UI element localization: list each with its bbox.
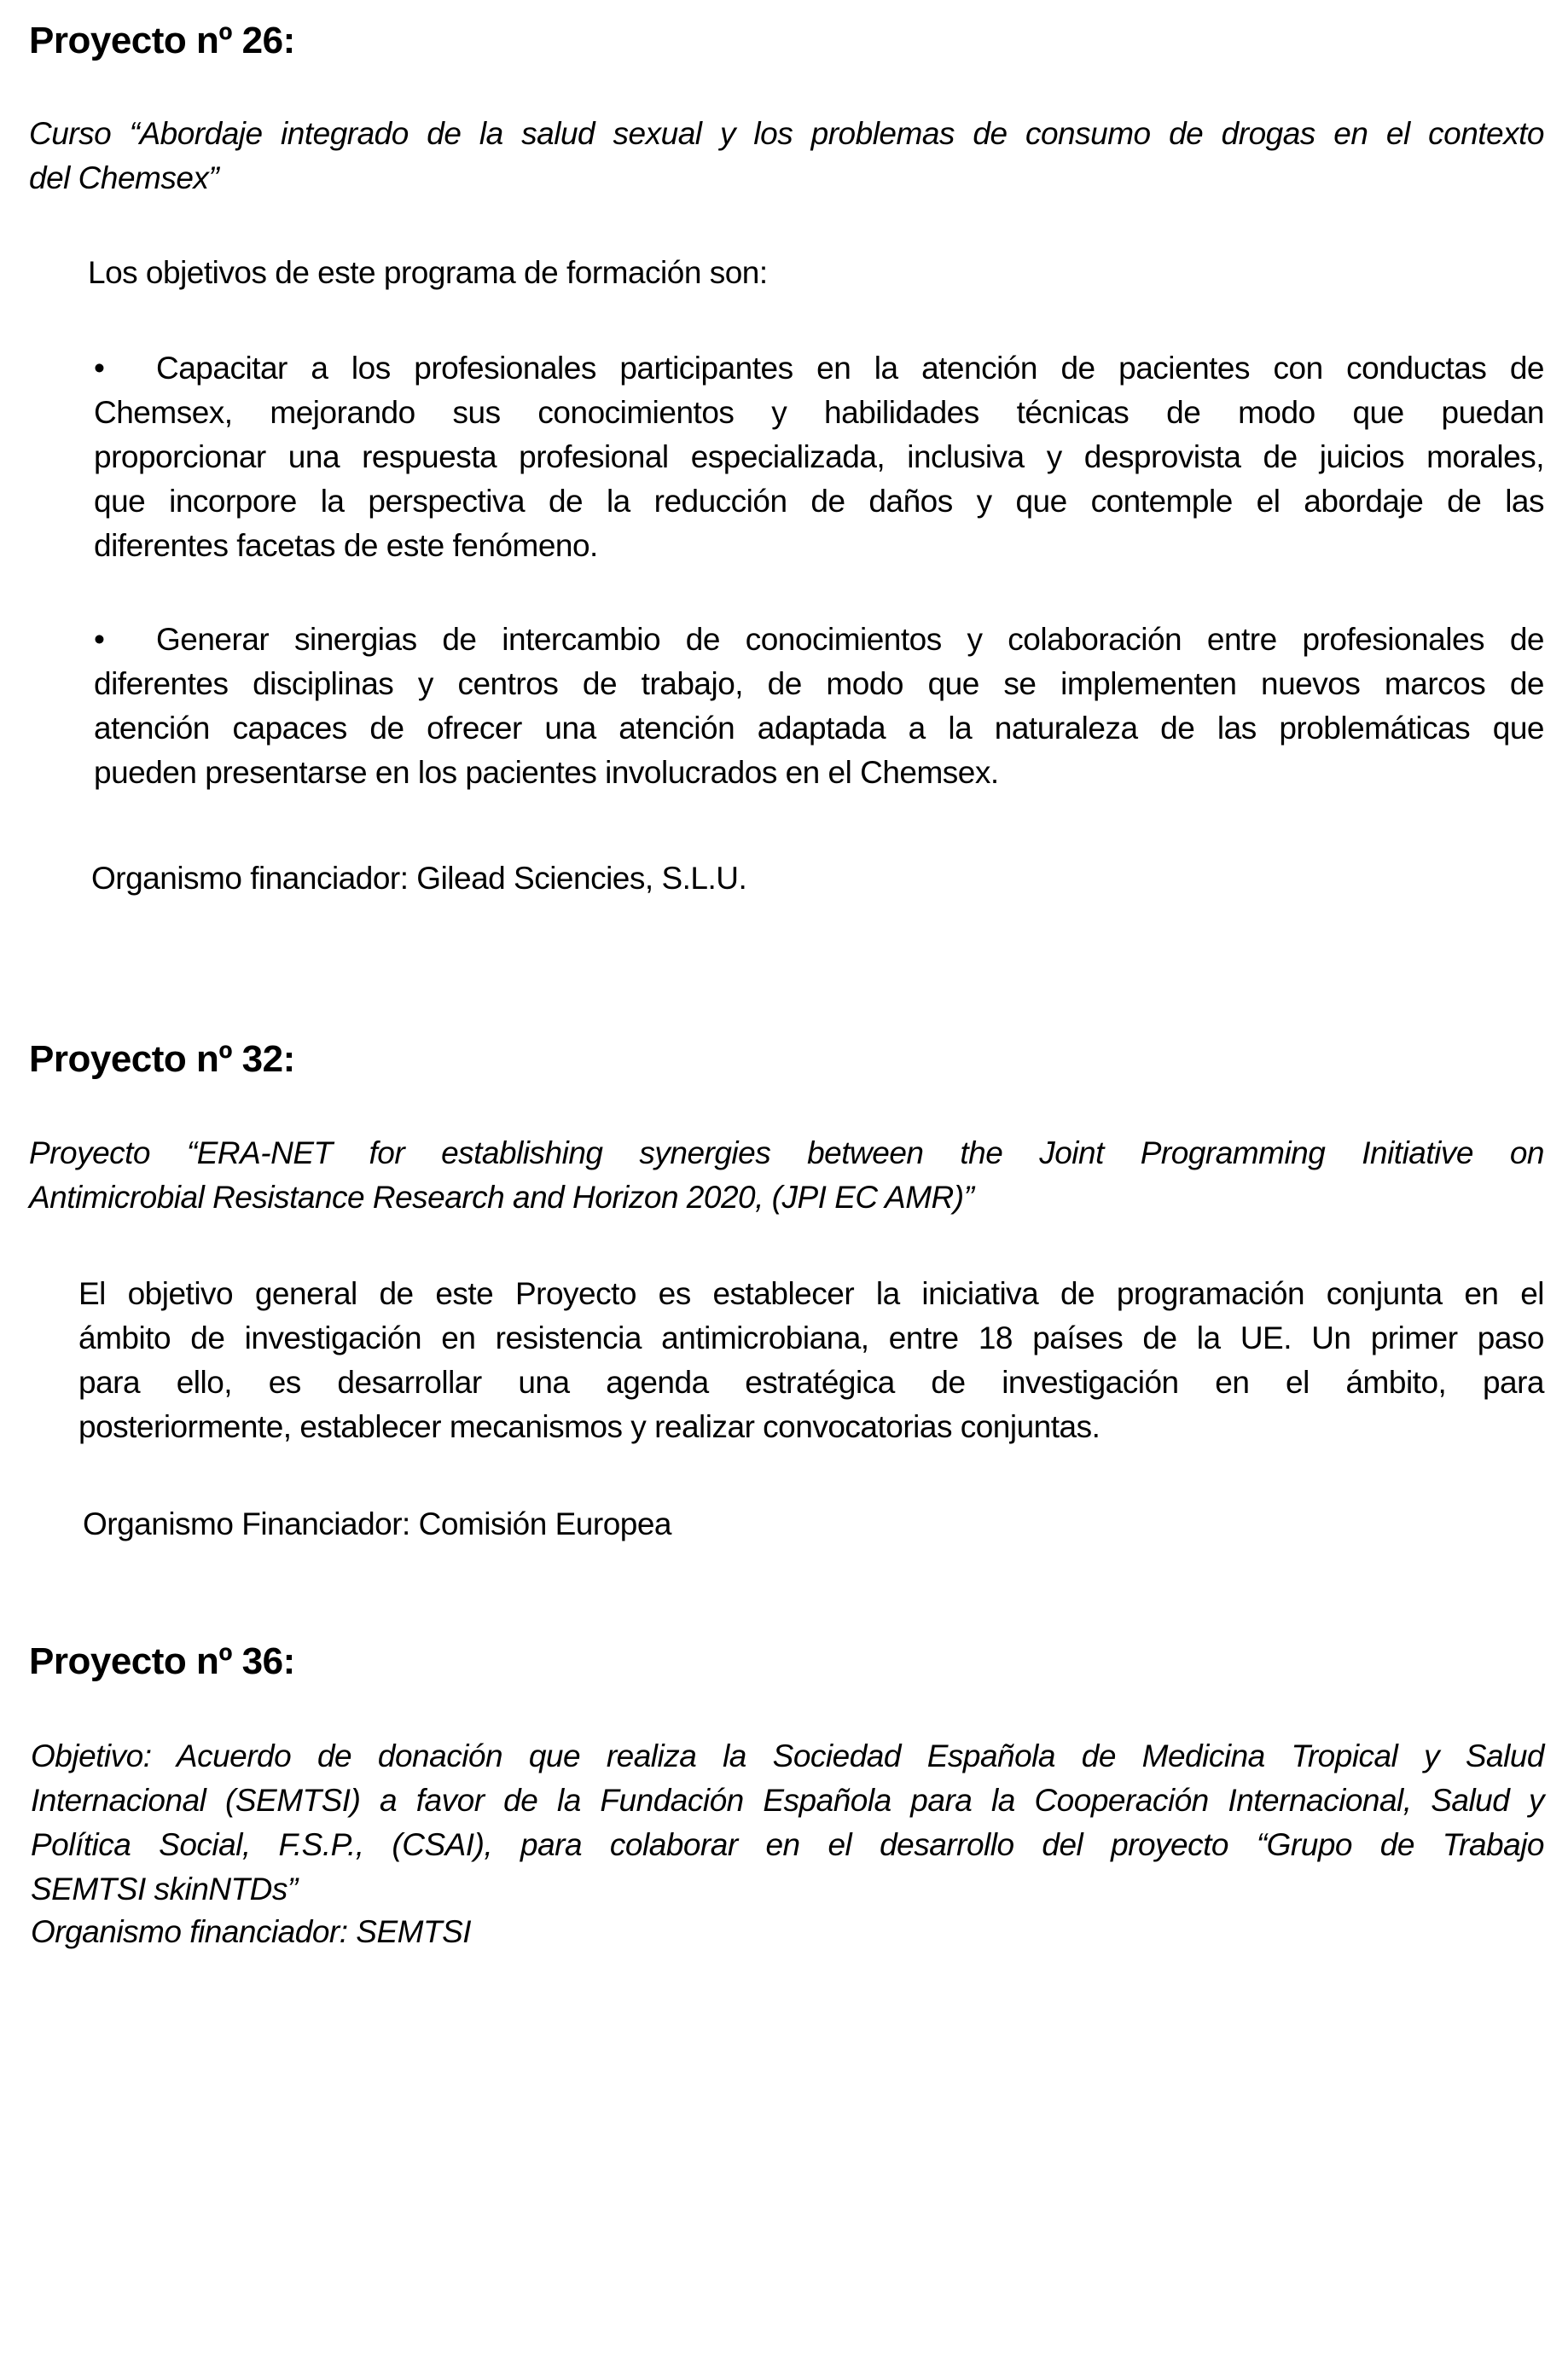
project-title-paragraph <box>29 1131 1544 1220</box>
funder-line-semtsi: Organismo financiador: SEMTSI <box>31 1914 472 1949</box>
text-line: posteriormente, establecer mecanismos y realizar convocatorias conjuntas. <box>78 1409 1101 1444</box>
funder-line-gilead: Organismo financiador: Gilead Sciencies, S.L.U. <box>91 861 747 896</box>
course-title-paragraph <box>29 112 1544 200</box>
bullet-icon: • <box>94 622 105 657</box>
text-line: Antimicrobial Resistance Research and Horizon 2020, (JPI EC AMR)” <box>29 1180 974 1215</box>
text-line: El objetivo general de este Proyecto es establecer la iniciativa de programación conjunta en el <box>78 1276 1544 1311</box>
text-line: Curso “Abordaje integrado de la salud sexual y los problemas de consumo de drogas en el contexto <box>29 116 1544 151</box>
text-line: diferentes disciplinas y centros de trabajo, de modo que se implementen nuevos marcos de <box>94 666 1544 701</box>
text-line: SEMTSI skinNTDs” <box>31 1872 298 1907</box>
text-line: Generar sinergias de intercambio de conocimientos y colaboración entre profesionales de <box>156 622 1544 657</box>
text-line: Objetivo: Acuerdo de donación que realiza la Sociedad Española de Medicina Tropical y Salud <box>31 1738 1544 1773</box>
text-line: para ello, es desarrollar una agenda estratégica de investigación en el ámbito, para <box>78 1365 1544 1400</box>
text-line: ámbito de investigación en resistencia antimicrobiana, entre 18 países de la UE. Un primer paso <box>78 1320 1544 1355</box>
text-line: Chemsex, mejorando sus conocimientos y habilidades técnicas de modo que puedan <box>94 395 1544 430</box>
text-line: diferentes facetas de este fenómeno. <box>94 528 598 563</box>
bullet-item-capacitar <box>94 346 1544 568</box>
bullet-item-generar <box>94 618 1544 795</box>
funder-line-comision: Organismo Financiador: Comisión Europea <box>83 1506 672 1541</box>
text-line: atención capaces de ofrecer una atención adaptada a la naturaleza de las problemáticas que <box>94 711 1544 746</box>
objective-paragraph <box>31 1734 1544 1912</box>
text-line: que incorpore la perspectiva de la reducción de daños y que contemple el abordaje de las <box>94 484 1544 519</box>
text-line: del Chemsex” <box>29 160 219 195</box>
text-line: Capacitar a los profesionales participantes en la atención de pacientes con conductas de <box>156 351 1544 386</box>
text-line: Internacional (SEMTSI) a favor de la Fundación Española para la Cooperación Internacional, Salud y <box>31 1783 1544 1818</box>
heading-proyecto-32: Proyecto nº 32: <box>29 1038 295 1080</box>
project-body-paragraph <box>78 1272 1544 1449</box>
text-line: proporcionar una respuesta profesional especializada, inclusiva y desprovista de juicios morales, <box>94 439 1544 474</box>
text-line: pueden presentarse en los pacientes involucrados en el Chemsex. <box>94 755 999 790</box>
heading-proyecto-26: Proyecto nº 26: <box>29 20 295 61</box>
heading-proyecto-36: Proyecto nº 36: <box>29 1640 295 1682</box>
text-line: Proyecto “ERA-NET for establishing synergies between the Joint Programming Initiative on <box>29 1135 1544 1170</box>
text-line: Política Social, F.S.P., (CSAI), para colaborar en el desarrollo del proyecto “Grupo de Trabajo <box>31 1827 1544 1862</box>
objectives-intro-line: Los objetivos de este programa de formación son: <box>88 255 768 290</box>
bullet-icon: • <box>94 351 105 386</box>
